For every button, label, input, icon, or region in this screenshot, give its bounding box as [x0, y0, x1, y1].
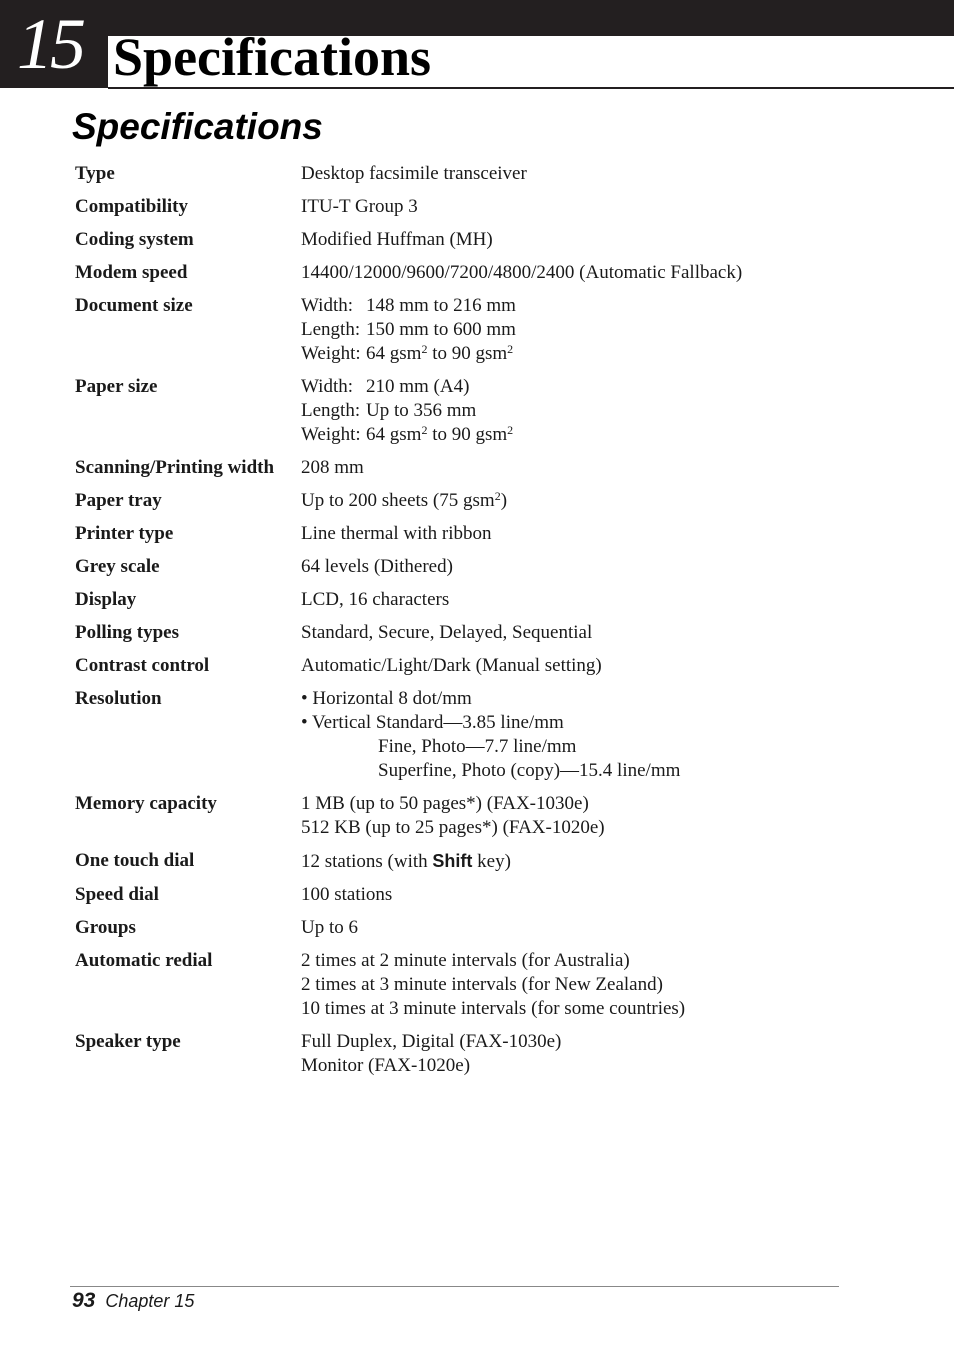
- resolution-line: • Horizontal 8 dot/mm: [301, 688, 472, 709]
- spec-value: LCD, 16 characters: [301, 589, 450, 610]
- spec-label: Modem speed: [75, 262, 188, 283]
- memory-line: 1 MB (up to 50 pages*) (FAX-1030e): [301, 793, 589, 814]
- paper-tray-suffix: ): [500, 490, 508, 511]
- paper-tray-text: Up to 200 sheets (75 gsm: [301, 490, 495, 511]
- weight-label: Weight:: [301, 424, 361, 445]
- spec-label: Contrast control: [75, 655, 210, 676]
- spec-value: 14400/12000/9600/7200/4800/2400 (Automatic Fallback): [301, 262, 743, 283]
- section-heading: Specifications: [72, 106, 323, 147]
- weight-from: 64 gsm: [366, 424, 422, 445]
- length-value: 150 mm to 600 mm: [366, 319, 516, 340]
- spec-value: Automatic/Light/Dark (Manual setting): [301, 655, 602, 676]
- weight-label: Weight:: [301, 343, 361, 364]
- spec-row-paper-tray: [75, 489, 875, 513]
- paper-weight-line: [301, 423, 875, 447]
- spec-value: Standard, Secure, Delayed, Sequential: [301, 622, 593, 643]
- spec-label: Automatic redial: [75, 950, 213, 971]
- redial-line: 2 times at 3 minute intervals (for New Zealand): [301, 974, 663, 995]
- spec-label: Memory capacity: [75, 793, 217, 814]
- spec-row-speaker-type: [75, 1030, 875, 1078]
- spec-value: Desktop facsimile transceiver: [301, 163, 527, 184]
- spec-row-paper-size: [75, 375, 875, 447]
- resolution-line: • Vertical Standard—3.85 line/mm: [301, 712, 564, 733]
- spec-row-scanning-width: [75, 456, 875, 480]
- spec-value: Modified Huffman (MH): [301, 229, 493, 250]
- one-touch-suffix: key): [472, 851, 511, 872]
- width-value: 210 mm (A4): [366, 376, 470, 397]
- spec-value: [301, 687, 875, 783]
- title-rule: [108, 87, 954, 89]
- paper-width-line: [301, 375, 875, 399]
- resolution-line: Superfine, Photo (copy)—15.4 line/mm: [378, 760, 681, 781]
- spec-label: Scanning/Printing width: [75, 457, 275, 478]
- spec-value: [301, 375, 875, 447]
- spec-label: Groups: [75, 917, 136, 938]
- weight-to: to 90 gsm: [427, 424, 508, 445]
- spec-row-printer-type: [75, 522, 875, 546]
- spec-label: Coding system: [75, 229, 194, 250]
- spec-label: Document size: [75, 295, 193, 316]
- weight-to: to 90 gsm: [427, 343, 508, 364]
- shift-key-name: Shift: [432, 851, 473, 871]
- resolution-line: Fine, Photo—7.7 line/mm: [378, 736, 577, 757]
- paper-length-line: [301, 399, 875, 423]
- footer-chapter-label: Chapter 15: [105, 1291, 195, 1311]
- spec-label: Display: [75, 589, 137, 610]
- spec-value: [301, 949, 875, 1021]
- spec-label: Printer type: [75, 523, 174, 544]
- chapter-number-block: [0, 0, 108, 88]
- superscript: 2: [494, 489, 501, 503]
- spec-row-speed-dial: [75, 883, 875, 907]
- superscript: 2: [421, 342, 428, 356]
- redial-line: 2 times at 2 minute intervals (for Australia): [301, 950, 630, 971]
- chapter-title: Specifications: [113, 27, 431, 87]
- superscript: 2: [507, 342, 514, 356]
- length-value: Up to 356 mm: [366, 400, 477, 421]
- specifications-table: [75, 162, 875, 1087]
- spec-row-groups: [75, 916, 875, 940]
- page-footer: [72, 1289, 194, 1313]
- spec-row-memory-capacity: [75, 792, 875, 840]
- spec-row-contrast-control: [75, 654, 875, 678]
- spec-value: [301, 489, 875, 513]
- spec-row-display: [75, 588, 875, 612]
- spec-label: One touch dial: [75, 850, 195, 871]
- spec-row-coding-system: [75, 228, 875, 252]
- spec-label: Speed dial: [75, 884, 159, 905]
- spec-value: 64 levels (Dithered): [301, 556, 453, 577]
- page-number: 93: [72, 1289, 96, 1312]
- weight-from: 64 gsm: [366, 343, 422, 364]
- spec-label: Resolution: [75, 688, 162, 709]
- spec-row-grey-scale: [75, 555, 875, 579]
- spec-row-polling-types: [75, 621, 875, 645]
- superscript: 2: [421, 423, 428, 437]
- spec-value: 208 mm: [301, 457, 364, 478]
- document-length-line: [301, 318, 875, 342]
- spec-value: Line thermal with ribbon: [301, 523, 492, 544]
- length-label: Length:: [301, 319, 361, 340]
- spec-row-one-touch-dial: [75, 849, 875, 874]
- width-label: Width:: [301, 376, 354, 397]
- spec-label: Paper tray: [75, 490, 162, 511]
- spec-value: Up to 6: [301, 917, 358, 938]
- spec-value: [301, 294, 875, 366]
- memory-line: 512 KB (up to 25 pages*) (FAX-1020e): [301, 817, 605, 838]
- spec-label: Speaker type: [75, 1031, 181, 1052]
- length-label: Length:: [301, 400, 361, 421]
- spec-label: Paper size: [75, 376, 158, 397]
- speaker-line: Monitor (FAX-1020e): [301, 1055, 471, 1076]
- redial-line: 10 times at 3 minute intervals (for some countries): [301, 998, 686, 1019]
- spec-value: 100 stations: [301, 884, 393, 905]
- spec-value: [301, 849, 875, 874]
- spec-row-modem-speed: [75, 261, 875, 285]
- spec-value: [301, 792, 875, 840]
- width-label: Width:: [301, 295, 354, 316]
- superscript: 2: [507, 423, 514, 437]
- spec-row-compatibility: [75, 195, 875, 219]
- spec-value: ITU-T Group 3: [301, 196, 418, 217]
- one-touch-text: 12 stations (with: [301, 851, 433, 872]
- spec-row-type: [75, 162, 875, 186]
- footer-rule: [70, 1286, 839, 1287]
- spec-label: Type: [75, 163, 115, 184]
- document-weight-line: [301, 342, 875, 366]
- spec-row-automatic-redial: [75, 949, 875, 1021]
- spec-row-resolution: [75, 687, 875, 783]
- spec-label: Grey scale: [75, 556, 160, 577]
- width-value: 148 mm to 216 mm: [366, 295, 516, 316]
- document-width-line: [301, 294, 875, 318]
- spec-row-document-size: [75, 294, 875, 366]
- spec-label: Compatibility: [75, 196, 188, 217]
- chapter-number: 15: [17, 4, 83, 84]
- spec-label: Polling types: [75, 622, 179, 643]
- speaker-line: Full Duplex, Digital (FAX-1030e): [301, 1031, 562, 1052]
- spec-value: [301, 1030, 875, 1078]
